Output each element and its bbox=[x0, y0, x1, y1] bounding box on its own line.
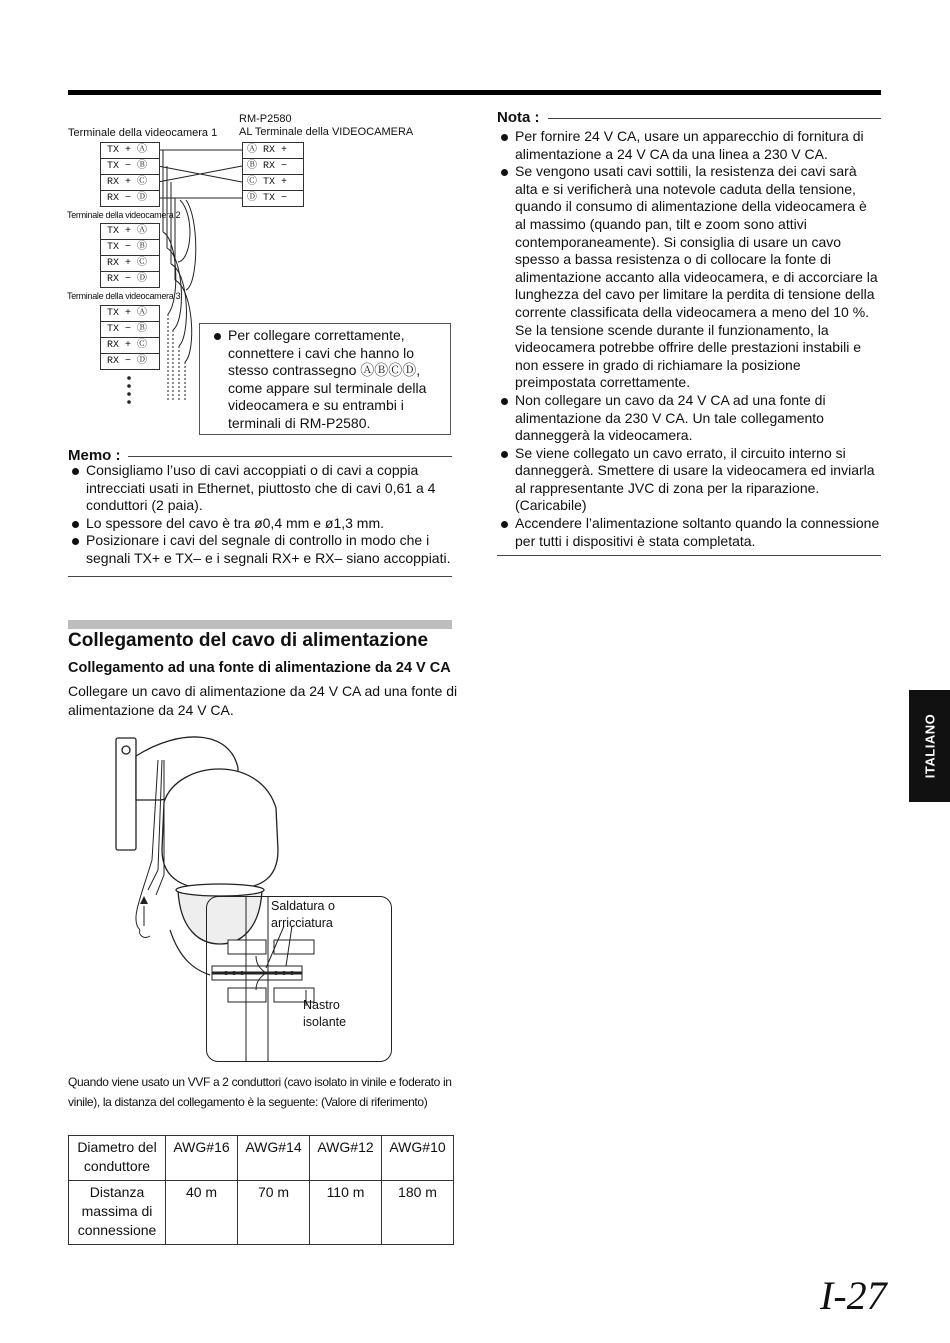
terminal-row: RX + Ⓒ bbox=[101, 175, 159, 191]
distance-table bbox=[68, 1135, 454, 1245]
language-tab-label: ITALIANO bbox=[922, 713, 937, 779]
wiring-callout bbox=[199, 323, 451, 435]
nota-list bbox=[497, 128, 881, 550]
label-tape-line1: Nastro bbox=[303, 998, 340, 1012]
terminal-row: TX − Ⓑ bbox=[101, 322, 159, 338]
memo-item: Consigliamo l’uso di cavi accoppiati o di cavi a coppia intrecciati usati in Ethernet, piuttosto che di cavi 0,61 a 4 conduttori (2 paia). bbox=[68, 462, 452, 515]
table-row bbox=[69, 1181, 454, 1245]
nota-item: Se vengono usati cavi sottili, la resistenza dei cavi sarà alta e si verificherà una notevole caduta della tensione, quando il consumo di alimentazione della videocamera è al massimo (quando pan, tilt e zoom sono attivi contemporaneamente). Si consiglia di usare un cavo spesso a bassa resistenza o di collocare la fonte di alimentazione accanto alla videocamera, e di accorciare la lunghezza del cavo per limitare la perdita di tensione della corrente classificata della videocamera a meno del 10 %. Se la tensione scende durante il funzionamento, la videocamera potrebbe offrire delle prestazioni instabili e non essere in grado di richiamare la posizione preimpostata correttamente. bbox=[497, 163, 881, 392]
memo-item: Lo spessore del cavo è tra ø0,4 mm e ø1,3 mm. bbox=[68, 515, 452, 533]
rm-model-label: RM-P2580 bbox=[239, 113, 292, 125]
terminal-row: TX − Ⓑ bbox=[101, 240, 159, 256]
section-bar bbox=[68, 620, 452, 629]
table-cell: AWG#10 bbox=[382, 1136, 454, 1181]
terminal-1-label: Terminale della videocamera 1 bbox=[68, 127, 218, 139]
table-cell: AWG#16 bbox=[166, 1136, 238, 1181]
nota-bottom-rule bbox=[497, 555, 881, 556]
terminal-row: Ⓑ RX − bbox=[243, 159, 303, 175]
terminal-row: Ⓐ RX + bbox=[243, 143, 303, 159]
nota-item: Non collegare un cavo da 24 V CA ad una fonte di alimentazione da 230 V CA. Un tale collegamento danneggerà la videocamera. bbox=[497, 392, 881, 445]
label-tape bbox=[303, 997, 346, 1031]
table-cell: AWG#12 bbox=[310, 1136, 382, 1181]
nota-item: Per fornire 24 V CA, usare un apparecchio di fornitura di alimentazione a 24 V CA da una linea a 230 V CA. bbox=[497, 128, 881, 163]
label-solder-line2: arricciatura bbox=[271, 916, 333, 930]
terminal-row: RX − Ⓓ bbox=[107, 274, 148, 285]
table-cell: 110 m bbox=[310, 1181, 382, 1245]
label-solder-line1: Saldatura o bbox=[271, 899, 335, 913]
nota-title-rule bbox=[548, 118, 881, 119]
terminal-row: TX + Ⓐ bbox=[101, 143, 159, 159]
terminal-row: RX − Ⓓ bbox=[107, 356, 148, 367]
terminal-row: Ⓓ TX − bbox=[247, 193, 288, 204]
label-solder bbox=[271, 898, 335, 932]
section-title: Collegamento del cavo di alimentazione bbox=[68, 630, 429, 651]
label-tape-line2: isolante bbox=[303, 1015, 347, 1029]
nota-item: Se viene collegato un cavo errato, il circuito interno si danneggerà. Smettere di usare la videocamera ed inviarla al rappresentante JVC di zona per la riparazione. (Caricabile) bbox=[497, 445, 881, 515]
nota-title: Nota : bbox=[497, 109, 540, 126]
terminal-3-label: Terminale della videocamera 3 bbox=[67, 291, 181, 301]
camera-1-terminal bbox=[100, 142, 160, 207]
table-row bbox=[69, 1136, 454, 1181]
table-cell: 40 m bbox=[166, 1181, 238, 1245]
table-caption: Quando viene usato un VVF a 2 conduttori (cavo isolato in vinile e foderato in vinile), la distanza del collegamento è la seguente: (Valore di riferimento) bbox=[68, 1075, 452, 1109]
rm-p2580-terminal bbox=[242, 142, 304, 207]
terminal-row: RX + Ⓒ bbox=[101, 256, 159, 272]
terminal-row: TX + Ⓐ bbox=[101, 224, 159, 240]
section-subtitle: Collegamento ad una fonte di alimentazione da 24 V CA bbox=[68, 660, 451, 676]
memo-bottom-rule bbox=[68, 576, 452, 577]
nota-item: Accendere l’alimentazione soltanto quando la connessione per tutti i dispositivi è stata completata. bbox=[497, 515, 881, 550]
memo-title-rule bbox=[128, 456, 452, 457]
terminal-row: RX − Ⓓ bbox=[107, 193, 148, 204]
page-number: I-27 bbox=[820, 1273, 887, 1318]
terminal-2-label: Terminale della videocamera 2 bbox=[67, 210, 181, 220]
terminal-row: Ⓒ TX + bbox=[243, 175, 303, 191]
table-cell: 70 m bbox=[238, 1181, 310, 1245]
section-paragraph: Collegare un cavo di alimentazione da 24 V CA ad una fonte di alimentazione da 24 V CA. bbox=[68, 683, 458, 718]
language-tab bbox=[909, 690, 950, 802]
camera-3-terminal bbox=[100, 305, 160, 370]
memo-title: Memo : bbox=[68, 447, 121, 464]
terminal-row: RX + Ⓒ bbox=[101, 338, 159, 354]
table-cell: Distanza massima di connessione bbox=[69, 1181, 166, 1245]
table-cell: AWG#14 bbox=[238, 1136, 310, 1181]
memo-list bbox=[68, 462, 452, 568]
callout-text: Per collegare correttamente, connettere i cavi che hanno lo stesso contrassegno ⒶⒷⒸⒹ, come appare sul terminale della videocamera e su entrambi i terminali di RM-P2580. bbox=[210, 327, 442, 433]
terminal-row: TX + Ⓐ bbox=[101, 306, 159, 322]
memo-item: Posizionare i cavi del segnale di controllo in modo che i segnali TX+ e TX– e i segnali RX+ e RX– siano accoppiati. bbox=[68, 532, 452, 567]
table-cell: 180 m bbox=[382, 1181, 454, 1245]
rm-subtitle-label: AL Terminale della VIDEOCAMERA bbox=[239, 126, 414, 138]
terminal-row: TX − Ⓑ bbox=[101, 159, 159, 175]
table-cell: Diametro del conduttore bbox=[69, 1136, 166, 1181]
camera-2-terminal bbox=[100, 223, 160, 288]
